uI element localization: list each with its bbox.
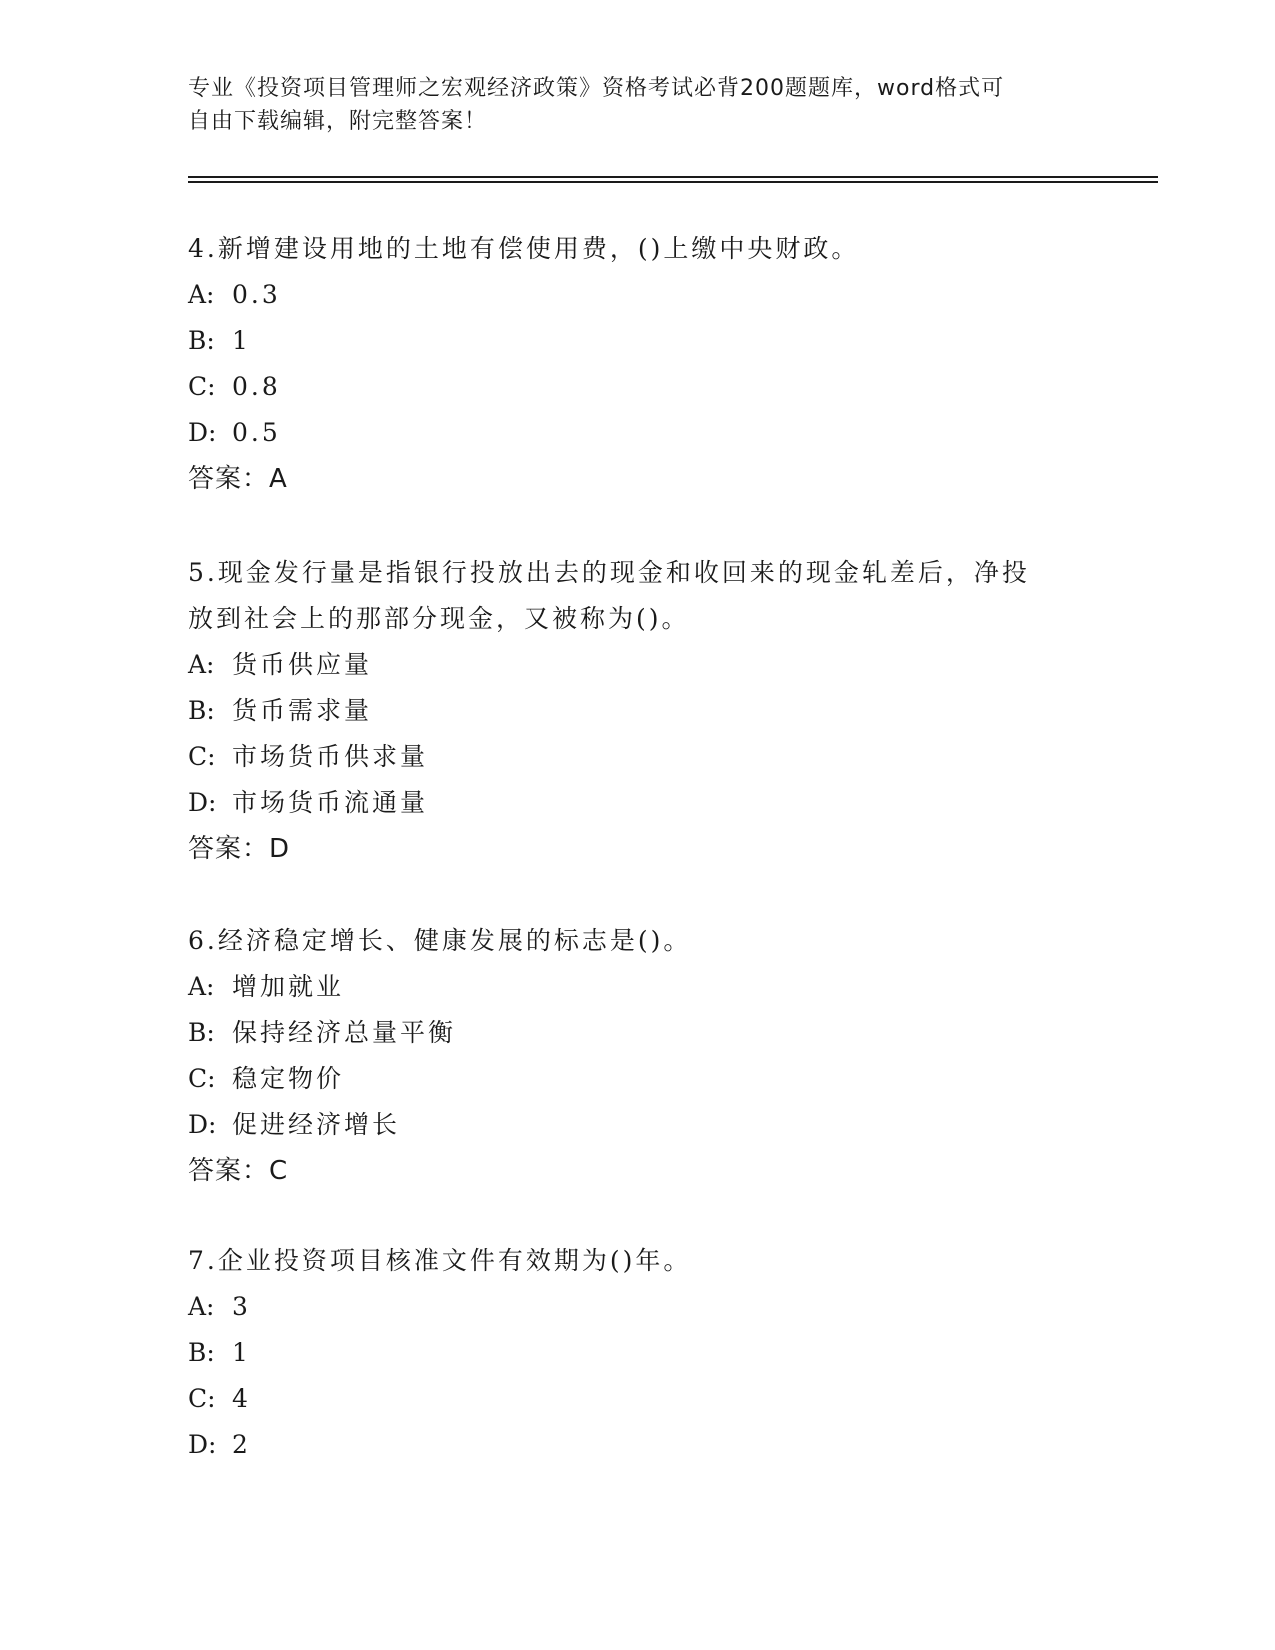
option-c: [188, 364, 1068, 410]
answer-line: [188, 456, 1068, 502]
option-text: 0.8: [232, 372, 281, 401]
option-text: 0.5: [232, 418, 281, 447]
option-letter: C:: [188, 742, 216, 771]
answer-label: 答案：: [188, 834, 270, 864]
option-letter: C:: [188, 1064, 216, 1093]
option-b: [188, 688, 1068, 734]
option-text: 促进经济增长: [232, 1110, 401, 1139]
answer-value: A: [269, 464, 288, 494]
answer-line: [188, 1148, 1068, 1194]
option-c: [188, 1056, 1068, 1102]
option-text: 货币供应量: [232, 650, 373, 679]
question-text: 6.经济稳定增长、健康发展的标志是()。: [188, 926, 692, 955]
option-letter: D:: [188, 788, 217, 817]
option-text: 3: [232, 1292, 251, 1321]
header-divider-bottom: [188, 181, 1158, 183]
option-letter: A:: [188, 1292, 215, 1321]
option-a: [188, 1284, 1068, 1330]
option-text: 1: [232, 326, 251, 355]
option-a: [188, 642, 1068, 688]
option-letter: B:: [188, 326, 215, 355]
option-letter: D:: [188, 1430, 217, 1459]
answer-value: C: [269, 1156, 289, 1186]
option-text: 2: [232, 1430, 251, 1459]
option-text: 保持经济总量平衡: [232, 1018, 457, 1047]
option-letter: D:: [188, 418, 217, 447]
option-letter: B:: [188, 696, 215, 725]
option-b: [188, 1010, 1068, 1056]
option-b: [188, 1330, 1068, 1376]
answer-label: 答案：: [188, 464, 270, 494]
answer-value: D: [269, 834, 291, 864]
option-d: [188, 410, 1068, 456]
option-text: 稳定物价: [232, 1064, 345, 1093]
header-divider-top: [188, 176, 1158, 178]
question-text-line-2: 放到社会上的那部分现金，又被称为()。: [188, 604, 690, 633]
document-header: [188, 72, 1088, 138]
option-letter: A:: [188, 650, 215, 679]
option-text: 4: [232, 1384, 251, 1413]
option-text: 货币需求量: [232, 696, 373, 725]
option-letter: B:: [188, 1018, 215, 1047]
option-c: [188, 734, 1068, 780]
answer-label: 答案：: [188, 1156, 270, 1186]
option-d: [188, 1102, 1068, 1148]
header-line-2: 自由下载编辑，附完整答案！: [188, 109, 488, 134]
option-a: [188, 964, 1068, 1010]
option-text: 0.3: [232, 280, 281, 309]
option-b: [188, 318, 1068, 364]
option-text: 增加就业: [232, 972, 345, 1001]
header-line-1: 专业《投资项目管理师之宏观经济政策》资格考试必背200题题库，word格式可: [188, 76, 1005, 101]
option-text: 市场货币供求量: [232, 742, 429, 771]
question-7: [188, 1238, 1068, 1468]
answer-line: [188, 826, 1068, 872]
option-letter: A:: [188, 280, 215, 309]
question-text: 7.企业投资项目核准文件有效期为()年。: [188, 1246, 692, 1275]
option-letter: C:: [188, 372, 216, 401]
option-letter: B:: [188, 1338, 215, 1367]
option-a: [188, 272, 1068, 318]
question-text: 4.新增建设用地的土地有偿使用费，()上缴中央财政。: [188, 234, 860, 263]
option-letter: C:: [188, 1384, 216, 1413]
option-letter: D:: [188, 1110, 217, 1139]
question-4: [188, 226, 1068, 502]
option-d: [188, 1422, 1068, 1468]
option-c: [188, 1376, 1068, 1422]
question-6: [188, 918, 1068, 1194]
question-text-line-1: 5.现金发行量是指银行投放出去的现金和收回来的现金轧差后，净投: [188, 558, 1030, 587]
option-d: [188, 780, 1068, 826]
option-text: 1: [232, 1338, 251, 1367]
option-text: 市场货币流通量: [232, 788, 429, 817]
question-5: [188, 550, 1068, 872]
option-letter: A:: [188, 972, 215, 1001]
